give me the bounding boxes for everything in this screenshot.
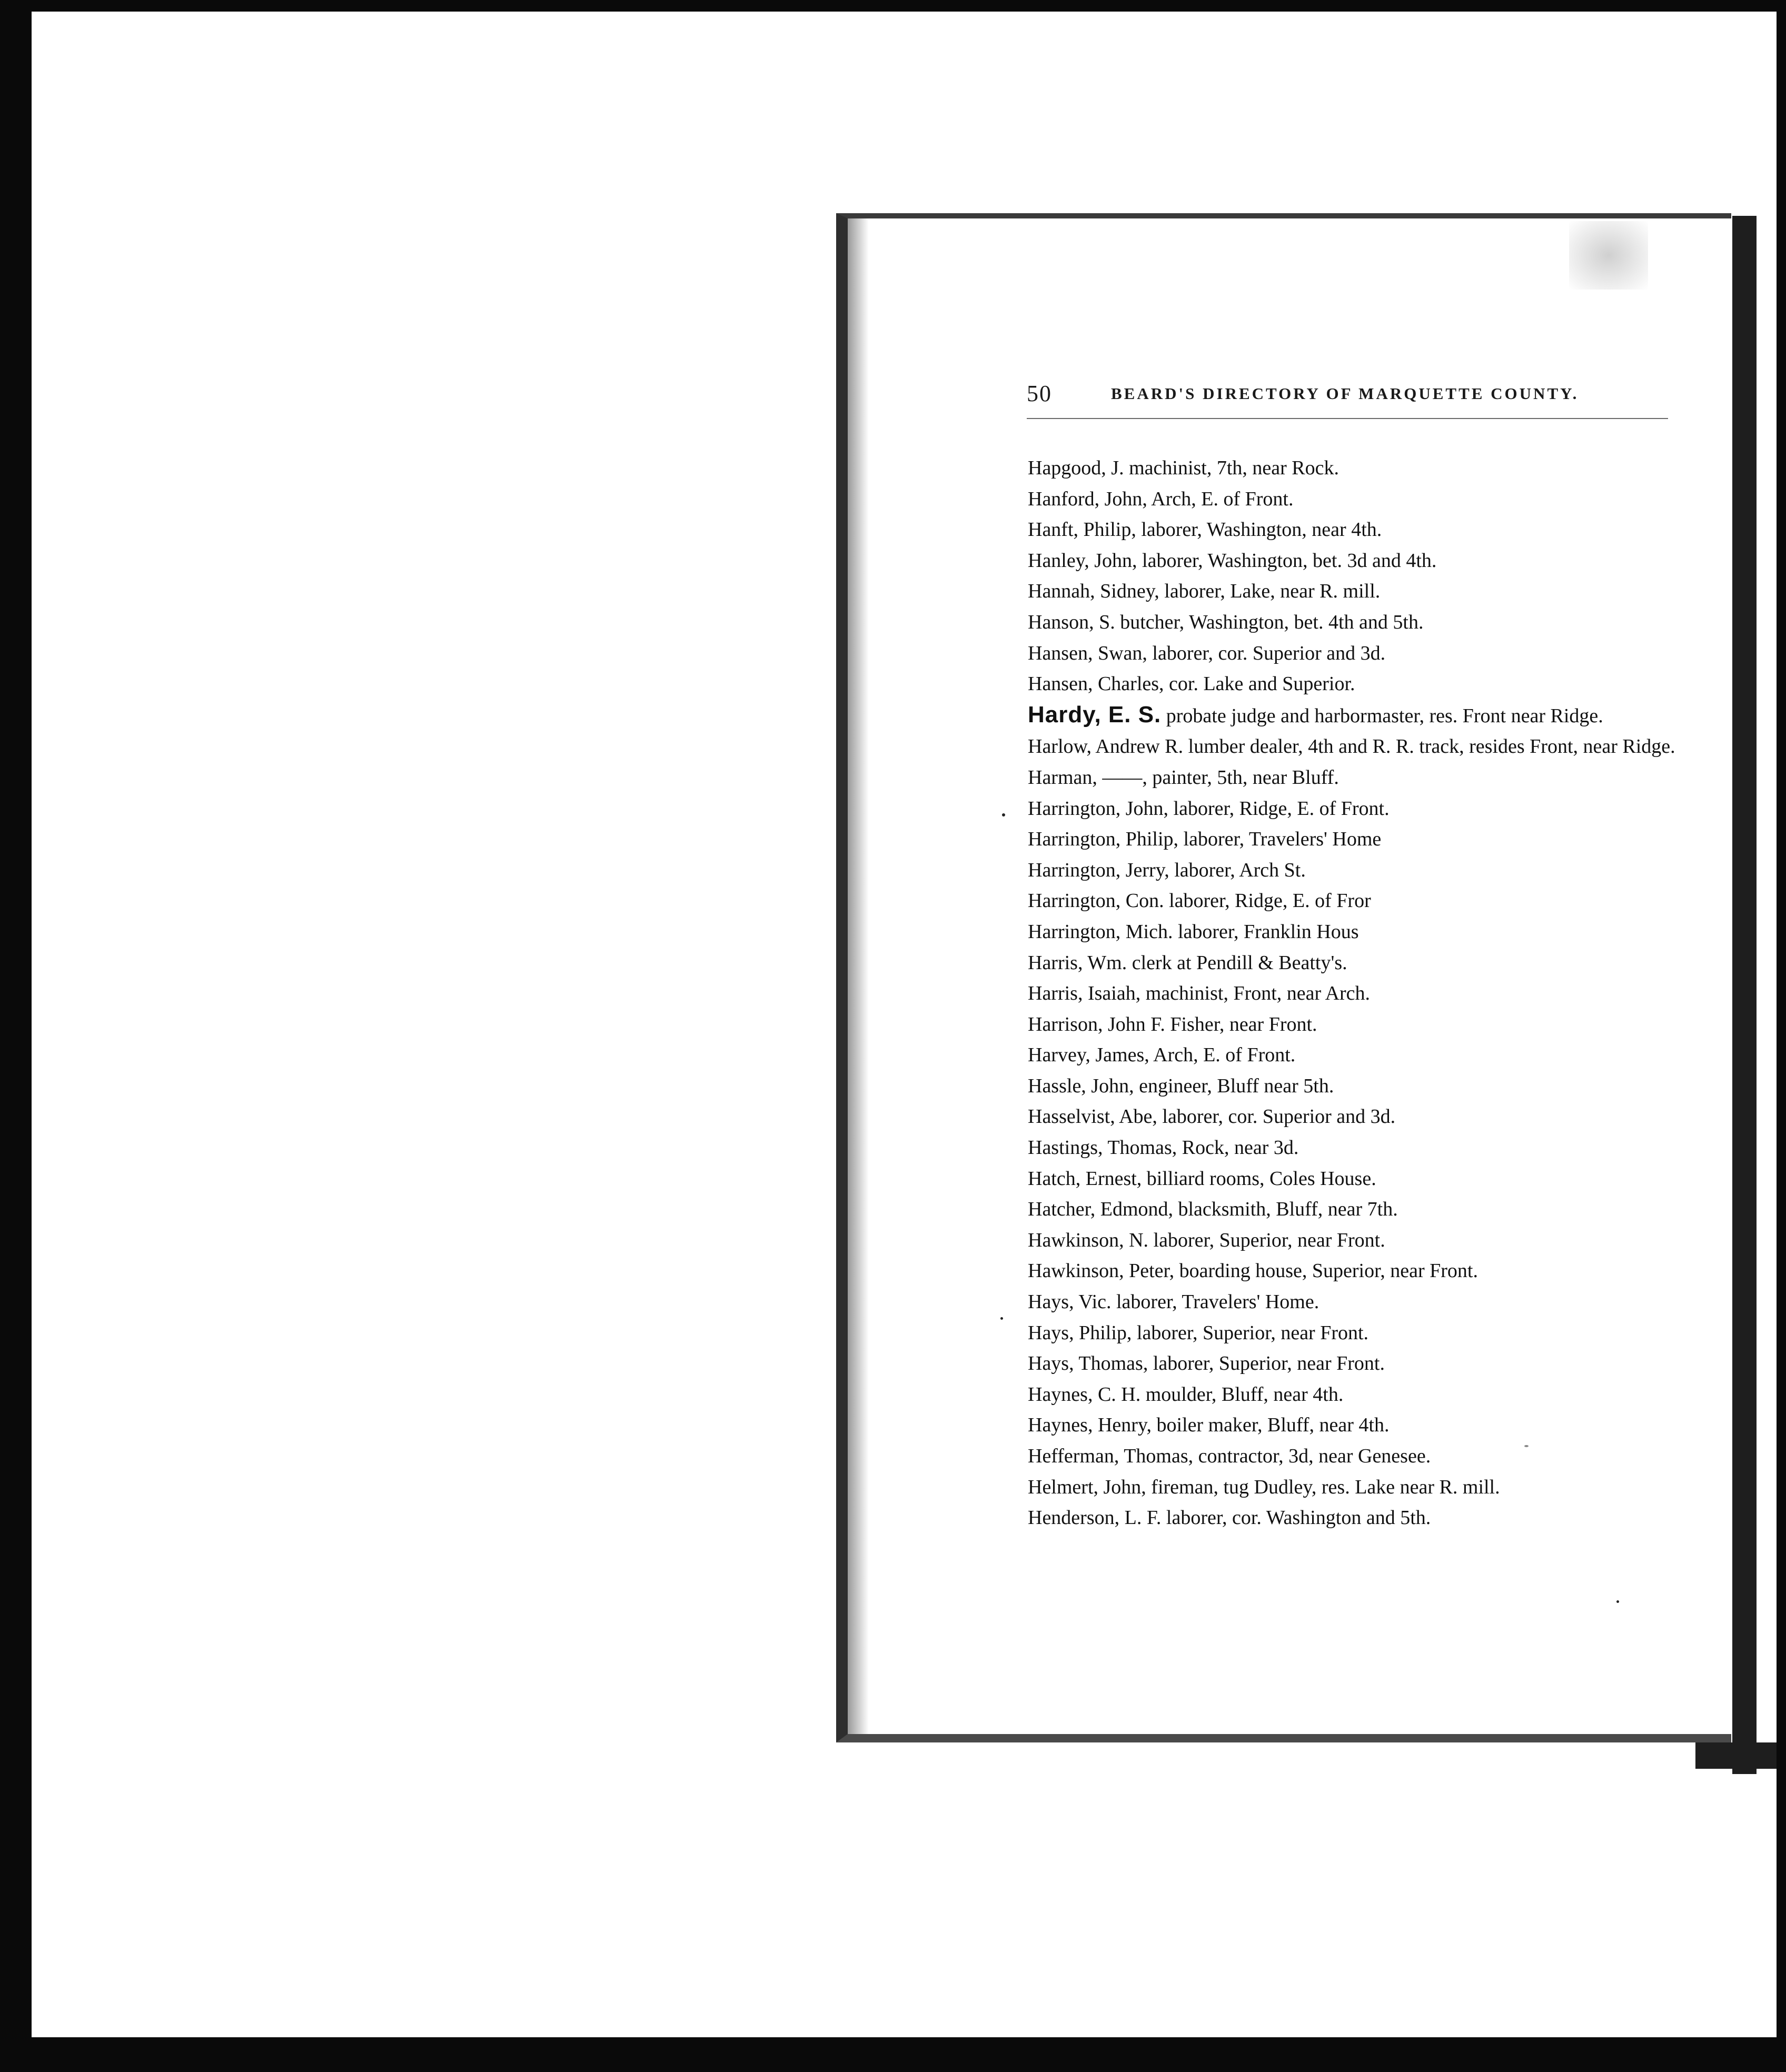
directory-entry: Harvey, James, Arch, E. of Front. (1028, 1044, 1296, 1067)
directory-entry: Henderson, L. F. laborer, cor. Washington and 5th. (1028, 1507, 1431, 1529)
header-rule (1027, 418, 1668, 419)
directory-entry: Hanley, John, laborer, Washington, bet. 3d and 4th. (1028, 549, 1437, 572)
scan-border-top (0, 0, 1786, 12)
directory-entry: Hays, Thomas, laborer, Superior, near Front. (1028, 1352, 1385, 1375)
directory-entry: Hannah, Sidney, laborer, Lake, near R. mill. (1028, 580, 1381, 603)
book-cover-edge (1695, 1742, 1777, 1769)
directory-entry: Harrington, John, laborer, Ridge, E. of Front. (1028, 797, 1390, 820)
directory-entry: Harman, ——, painter, 5th, near Bluff. (1028, 766, 1339, 789)
scan-speck (1616, 1600, 1619, 1603)
directory-entry: Hefferman, Thomas, contractor, 3d, near Genesee. (1028, 1445, 1431, 1467)
directory-entry: Hapgood, J. machinist, 7th, near Rock. (1028, 457, 1339, 479)
scan-speck (1524, 1445, 1529, 1447)
directory-entry: Hassle, John, engineer, Bluff near 5th. (1028, 1074, 1334, 1097)
directory-entry: Harrington, Philip, laborer, Travelers' Home (1028, 828, 1382, 851)
directory-entry: Hanft, Philip, laborer, Washington, near 4th. (1028, 519, 1382, 541)
scan-border-bottom (0, 2037, 1786, 2072)
directory-entry: Hays, Philip, laborer, Superior, near Front. (1028, 1321, 1369, 1344)
scan-speck (1000, 1317, 1003, 1320)
directory-entry: Hays, Vic. laborer, Travelers' Home. (1028, 1291, 1319, 1313)
scan-speck (1002, 813, 1005, 816)
directory-entry: Helmert, John, fireman, tug Dudley, res. Lake near R. mill. (1028, 1476, 1500, 1498)
scan-border-right (1777, 0, 1786, 2072)
directory-entry: Hatcher, Edmond, blacksmith, Bluff, near 7th. (1028, 1198, 1398, 1221)
directory-entry: Haynes, Henry, boiler maker, Bluff, near 4th. (1028, 1414, 1390, 1437)
directory-entry: Hastings, Thomas, Rock, near 3d. (1028, 1137, 1299, 1159)
directory-entry: Harrington, Mich. laborer, Franklin Hous (1028, 920, 1359, 943)
directory-entry: Hanford, John, Arch, E. of Front. (1028, 487, 1294, 510)
directory-entry: Hansen, Swan, laborer, cor. Superior and 3d. (1028, 642, 1386, 664)
book-spine (1732, 216, 1757, 1774)
directory-entry: Harlow, Andrew R. lumber dealer, 4th and R. R. track, resides Front, near Ridge. (1028, 735, 1675, 758)
directory-entry: Harris, Isaiah, machinist, Front, near Arch. (1028, 982, 1371, 1005)
page-gutter-shadow (848, 218, 869, 1734)
bold-name: Hardy, E. S. (1028, 701, 1162, 728)
directory-entry: Haynes, C. H. moulder, Bluff, near 4th. (1028, 1383, 1344, 1406)
directory-entry: Harrison, John F. Fisher, near Front. (1028, 1013, 1317, 1035)
directory-entry: Hawkinson, Peter, boarding house, Superior, near Front. (1028, 1260, 1478, 1282)
directory-entry: Hasselvist, Abe, laborer, cor. Superior and 3d. (1028, 1105, 1396, 1128)
running-head: BEARD'S DIRECTORY OF MARQUETTE COUNTY. (1111, 384, 1579, 403)
directory-entry-bold: Hardy, E. S. probate judge and harbormaster, res. Front near Ridge. (1028, 701, 1603, 728)
page-header (1027, 380, 1669, 412)
directory-entry: Hatch, Ernest, billiard rooms, Coles House. (1028, 1167, 1376, 1190)
page-stain (1569, 221, 1648, 290)
directory-entry: Hawkinson, N. laborer, Superior, near Front. (1028, 1229, 1385, 1251)
directory-entry: Harris, Wm. clerk at Pendill & Beatty's. (1028, 951, 1347, 974)
directory-entry: Hanson, S. butcher, Washington, bet. 4th and 5th. (1028, 611, 1424, 633)
directory-entry: Harrington, Jerry, laborer, Arch St. (1028, 859, 1306, 881)
directory-entry: Hansen, Charles, cor. Lake and Superior. (1028, 673, 1355, 695)
page-number: 50 (1027, 381, 1052, 406)
scan-border-left (0, 0, 32, 2072)
directory-entries (1028, 453, 1681, 1533)
directory-entry: Harrington, Con. laborer, Ridge, E. of Fror (1028, 890, 1371, 912)
